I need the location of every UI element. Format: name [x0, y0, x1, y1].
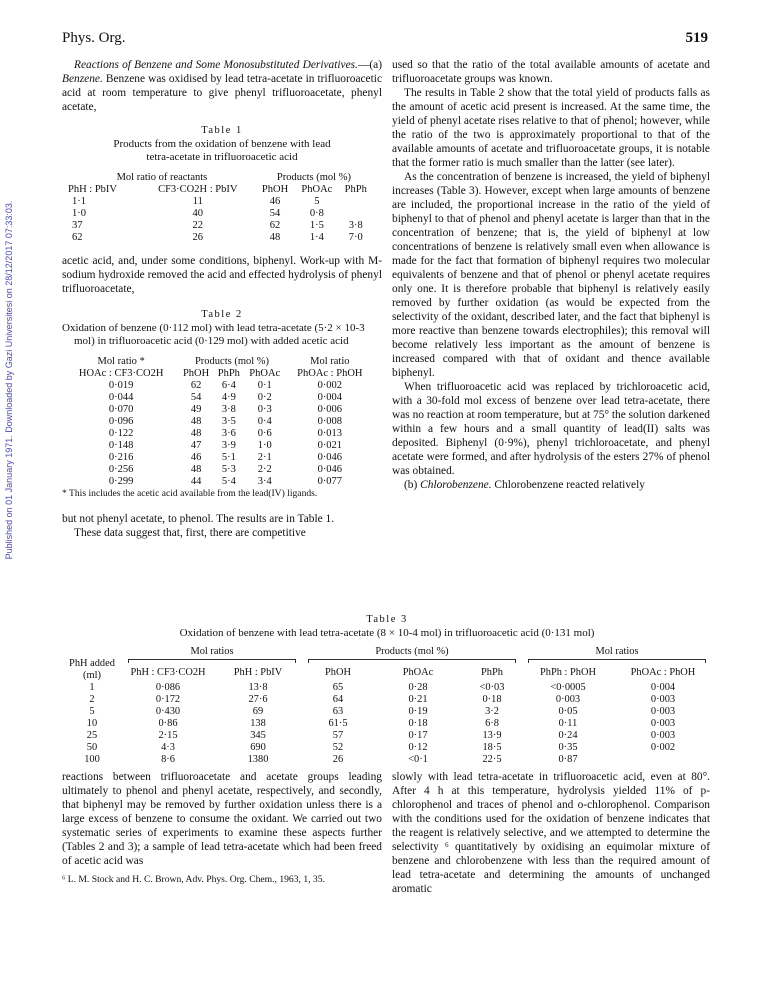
table1-col-header: PhOAc	[301, 184, 333, 195]
table2-col-header: PhOAc : PhOH	[297, 368, 363, 379]
table-cell: 13·9	[482, 730, 502, 741]
table1-title: Products from the oxidation of benzene with lead tetra-acetate in trifluoroacetic acid	[113, 138, 331, 163]
table-cell: 1380	[247, 754, 269, 765]
table-cell: 0·003	[650, 706, 676, 717]
page-number: 519	[685, 30, 708, 46]
table-cell: 0·18	[408, 718, 428, 729]
table-cell: 4·9	[221, 392, 236, 403]
table-cell: 1	[89, 682, 95, 693]
table-cell: 138	[250, 718, 266, 729]
table-cell: 0·019	[108, 380, 134, 391]
table3-col-header: PhH : PbIV	[233, 667, 283, 678]
table-cell: 46	[190, 452, 202, 463]
table1-col-header: CF3·CO2H : PbIV	[158, 184, 238, 195]
table-cell: 0·003	[650, 718, 676, 729]
table-cell: 3·4	[257, 476, 272, 487]
table3-col-header: PhPh : PhOH	[539, 667, 596, 678]
table-row	[64, 476, 374, 488]
table-cell: 0·12	[408, 742, 428, 753]
table-cell: 3·6	[221, 428, 236, 439]
table3-group-ratios: Mol ratios	[190, 646, 234, 657]
table-cell: 0·05	[558, 706, 578, 717]
table-cell: 0·148	[108, 440, 134, 451]
table-cell: 0·004	[317, 392, 343, 403]
table-cell: 0·077	[317, 476, 343, 487]
table-cell: 0·11	[558, 718, 578, 729]
table-cell	[614, 754, 712, 766]
table-cell: 18·5	[482, 742, 502, 753]
table-cell: 5·3	[221, 464, 236, 475]
table2-col-header: PhOH	[182, 368, 210, 379]
table-cell: 2·2	[257, 464, 272, 475]
table-cell: 0·003	[650, 694, 676, 705]
table-cell: 2·1	[257, 452, 272, 463]
table-cell: 48	[190, 428, 202, 439]
table3-col-header: PhOH	[325, 667, 351, 678]
left-column	[62, 58, 382, 540]
table-row	[64, 452, 374, 464]
table-cell: 0·004	[650, 682, 676, 693]
table-cell: 0·122	[108, 428, 134, 439]
table-cell: 48	[190, 464, 202, 475]
table-cell: 8·6	[161, 754, 175, 765]
paragraph: (b) Chlorobenzene. Chlorobenzene reacted relatively	[404, 479, 645, 491]
table2	[64, 356, 374, 488]
table-cell: 0·003	[650, 730, 676, 741]
table3-col-header: PhH added (ml)	[69, 658, 115, 681]
table-cell: 0·17	[408, 730, 428, 741]
table2-col-header: HOAc : CF3·CO2H	[78, 368, 164, 379]
table-cell: 0·086	[155, 682, 181, 693]
table-cell: 0·256	[108, 464, 134, 475]
paragraph: The results in Table 2 show that the total yield of products falls as the amount of acetic acid present is increased. At the same time, the yield of phenyl acetate rises relative to that of phenol; however, while the ratio of the two is approximately proportional to that of the available amounts of acetate and trifluoroacetate groups, it is notable that the former ratio is much smaller than the latter (see later).	[392, 87, 710, 169]
table-row: 62 26 48 1·4 7·0	[72, 232, 363, 243]
table2-group-ratio: Mol ratio *	[97, 356, 145, 367]
table-cell: 52	[332, 742, 344, 753]
table-cell: 3·2	[485, 706, 499, 717]
table-cell: 0·19	[408, 706, 428, 717]
table-row: 37 22 62 1·5 3·8	[72, 220, 363, 231]
table-cell: 0·86	[158, 718, 178, 729]
paragraph: As the concentration of benzene is increased, the yield of biphenyl increases (Table 3). However, except when large amounts of benzene are included, the proportional increase in the ratio of the yield of biphenyl to that of phenol and phenyl acetate is larger than that in the concentration of benzene; that is, the yield of biphenyl at low concentrations of benzene is relatively small even when allowance is made for the fact that formation of biphenyl requires two molecular equivalents of benzene and that of phenol or phenyl acetate requires only one. It is therefore probable that biphenyl is relatively easily removed by further oxidation (as would be expected from the selectivity of the oxidant, described later, and the fact that biphenyl is more reactive than benzene towards electrophiles); this removal will become relatively less important as the amount of benzene is increased compared with that of oxidant and thence available biphenyl.	[392, 171, 710, 379]
table-row	[62, 742, 712, 754]
table-cell: 44	[190, 476, 202, 487]
table-row: 1·0 40 54 0·8	[72, 208, 324, 219]
table-row	[62, 718, 712, 730]
table-cell: 0·299	[108, 476, 134, 487]
table-cell: 27·6	[248, 694, 268, 705]
paragraph: reactions between trifluoroacetate and acetate groups leading ultimately to phenol and phenyl acetate, respectively, and secondly, that biphenyl may be removed by further oxidation unless there is a large excess of benzene to consume the oxidant. We carried out two systematic series of experiments to examine these aspects further (Tables 2 and 3); a sample of lead tetra-acetate which had been freed of acetic acid was	[62, 771, 382, 867]
table-cell: 0·3	[257, 404, 272, 415]
table1	[68, 172, 372, 244]
table-cell: 54	[190, 392, 202, 403]
journal-header: Phys. Org.	[62, 30, 126, 46]
table-cell: 22·5	[482, 754, 502, 765]
table2-col-header: PhOAc	[249, 368, 281, 379]
paragraph: used so that the ratio of the total available amounts of acetate and trifluoroacetate groups was known.	[392, 59, 710, 85]
table-cell: 690	[250, 742, 266, 753]
table3-block	[62, 614, 712, 766]
table-cell: 10	[86, 718, 98, 729]
table-cell: 0·4	[257, 416, 272, 427]
table-cell: 69	[252, 706, 264, 717]
table1-caption: Table 1	[201, 125, 243, 136]
table2-group-products: Products (mol %)	[194, 356, 270, 367]
paragraph: acetic acid, and, under some conditions, biphenyl. Work-up with M-sodium hydroxide removed the acid and effected hydrolysis of phenyl trifluoroacetate,	[62, 255, 382, 295]
table-cell: 0·2	[257, 392, 272, 403]
table2-col-header: PhPh	[217, 368, 240, 379]
table-row	[62, 754, 712, 766]
table-cell: 47	[190, 440, 202, 451]
subsection-heading: Benzene.	[62, 73, 103, 85]
table-cell: 0·24	[558, 730, 578, 741]
table-cell: 62	[190, 380, 202, 391]
table-cell: 0·096	[108, 416, 134, 427]
table-cell: 65	[332, 682, 344, 693]
table-cell: <0·1	[408, 754, 428, 765]
table-cell: 64	[332, 694, 344, 705]
table3-col-header: PhOAc	[402, 667, 434, 678]
table-cell: 5·1	[221, 452, 236, 463]
bottom-right-column	[392, 770, 710, 896]
paragraph: but not phenyl acetate, to phenol. The results are in Table 1.	[62, 513, 335, 525]
table3-group-ratios2: Mol ratios	[595, 646, 639, 657]
table-row	[64, 392, 374, 404]
publication-note-text: Published on 01 January 1971. Downloaded by Gazi Universitesi on 28/12/2017 07:33:03.	[4, 200, 14, 560]
table2-footnote: * This includes the acetic acid available from the lead(IV) ligands.	[62, 488, 318, 499]
table-cell: 63	[332, 706, 344, 717]
table-cell: 0·046	[317, 452, 343, 463]
table-cell: 0·046	[317, 464, 343, 475]
table-cell: 13·8	[248, 682, 268, 693]
table3-col-header: PhPh	[481, 667, 503, 678]
table-cell: 0·430	[155, 706, 181, 717]
table1-col-header: PhH : PbIV	[68, 184, 118, 195]
bottom-left-column	[62, 770, 382, 886]
paragraph: When trifluoroacetic acid was replaced by trichloroacetic acid, with a 30-fold mol excess of benzene over lead tetra-acetate, there was no reaction at room temperature, but at 75° the solution darkened within a few hours and a small quantity of lead(II) salts was deposited. Biphenyl (0·9%), phenyl trichloroacetate, and phenyl acetate were formed, and after hydrolysis of the esters 27% of phenol was obtained.	[392, 381, 710, 477]
table-cell: 0·35	[558, 742, 578, 753]
table-row	[62, 730, 712, 742]
paragraph: These data suggest that, first, there are competitive	[74, 527, 306, 539]
section-heading: Reactions of Benzene and Some Monosubstituted Derivatives.	[74, 59, 358, 71]
table-row	[64, 404, 374, 416]
table-cell: 2	[89, 694, 95, 705]
table-cell: 5·4	[221, 476, 236, 487]
table1-group-reactants: Mol ratio of reactants	[116, 172, 208, 183]
table-cell: 0·216	[108, 452, 134, 463]
footnote: ⁶ L. M. Stock and H. C. Brown, Adv. Phys. Org. Chem., 1963, 1, 35.	[62, 874, 325, 885]
table-cell: 0·003	[555, 694, 581, 705]
table-cell: 5	[89, 706, 95, 717]
table-cell: 0·18	[482, 694, 502, 705]
table-cell: 61·5	[328, 718, 348, 729]
table-cell: 0·002	[650, 742, 676, 753]
table-row	[64, 440, 374, 452]
table2-caption: Table 2	[201, 309, 243, 320]
table-cell: <0·0005	[550, 682, 586, 693]
table-cell: 49	[190, 404, 202, 415]
table-cell: 0·1	[257, 380, 272, 391]
table-row: 1·1 11 46 5	[72, 196, 320, 207]
table-cell: 25	[86, 730, 98, 741]
table-cell: 0·21	[408, 694, 428, 705]
table3-group-products: Products (mol %)	[375, 646, 449, 657]
table-cell: 0·021	[317, 440, 343, 451]
table-cell: 0·044	[108, 392, 134, 403]
table1-col-header: PhPh	[344, 184, 367, 195]
table-cell: 26	[332, 754, 344, 765]
table3-col-header: PhH : CF3·CO2H	[130, 667, 206, 678]
table-cell: 0·172	[155, 694, 181, 705]
table3-title: Oxidation of benzene with lead tetra-acetate (8 × 10-4 mol) in trifluoroacetic acid (0·131 mol)	[179, 627, 595, 639]
table-cell: 0·28	[408, 682, 428, 693]
table-row	[62, 706, 712, 718]
table-cell: 0·008	[317, 416, 343, 427]
table3	[62, 646, 712, 766]
intro-paragraph: Reactions of Benzene and Some Monosubstituted Derivatives.—(a) Benzene. Benzene was oxidised by lead tetra-acetate in trifluoroacetic acid at room temperature to give phenyl trifluoroacetate, phenyl acetate,	[62, 59, 382, 113]
table-cell: 100	[84, 754, 100, 765]
table-cell: 48	[190, 416, 202, 427]
right-column	[392, 58, 710, 492]
table-row	[64, 380, 374, 392]
table-row	[64, 416, 374, 428]
table-cell: 0·87	[558, 754, 578, 765]
table-cell: 3·5	[221, 416, 236, 427]
table-row	[64, 464, 374, 476]
publication-sidebar-note	[2, 150, 16, 610]
table-cell: 3·8	[221, 404, 236, 415]
table-cell: 0·002	[317, 380, 343, 391]
table3-col-header: PhOAc : PhOH	[630, 667, 696, 678]
table-cell: 345	[250, 730, 266, 741]
subsection-heading: Chlorobenzene.	[420, 479, 492, 491]
table-cell: 6·4	[221, 380, 236, 391]
table-row	[62, 694, 712, 706]
table-cell: 2·15	[158, 730, 178, 741]
table-cell: 4·3	[161, 742, 175, 753]
table-cell: 57	[332, 730, 344, 741]
table2-title: Oxidation of benzene (0·112 mol) with lead tetra-acetate (5·2 × 10-3 mol) in trifluoroacetic acid (0·129 mol) with added acetic acid	[62, 322, 365, 347]
table-cell: 0·006	[317, 404, 343, 415]
table-row	[62, 682, 712, 694]
table-row	[64, 428, 374, 440]
table1-group-products: Products (mol %)	[276, 172, 351, 183]
table1-col-header: PhOH	[261, 184, 289, 195]
table3-caption: Table 3	[366, 614, 408, 625]
table-cell: 0·070	[108, 404, 134, 415]
table-cell: 1·0	[257, 440, 272, 451]
table-cell: 0·6	[257, 428, 272, 439]
table-cell: 3·9	[221, 440, 236, 451]
table-cell: 6·8	[485, 718, 499, 729]
paragraph: slowly with lead tetra-acetate in trifluoroacetic acid, even at 80°. After 4 h at this temperature, hydrolysis yielded 11% of p-chlorophenol and traces of phenol and o-chlorophenol. Comparison with the conditions used for the oxidation of benzene indicates that the reagent is relatively selective, and we attempted to determine the selectivity ⁶ quantitatively by oxidising an equimolar mixture of benzene and chlorobenzene with less than the required amount of lead tetra-acetate and determining the amounts of unchanged aromatic	[392, 771, 710, 895]
table-cell: 0·013	[317, 428, 343, 439]
table-cell: 50	[86, 742, 98, 753]
table2-group-ratio2: Mol ratio	[310, 356, 350, 367]
table-cell: <0·03	[479, 682, 505, 693]
